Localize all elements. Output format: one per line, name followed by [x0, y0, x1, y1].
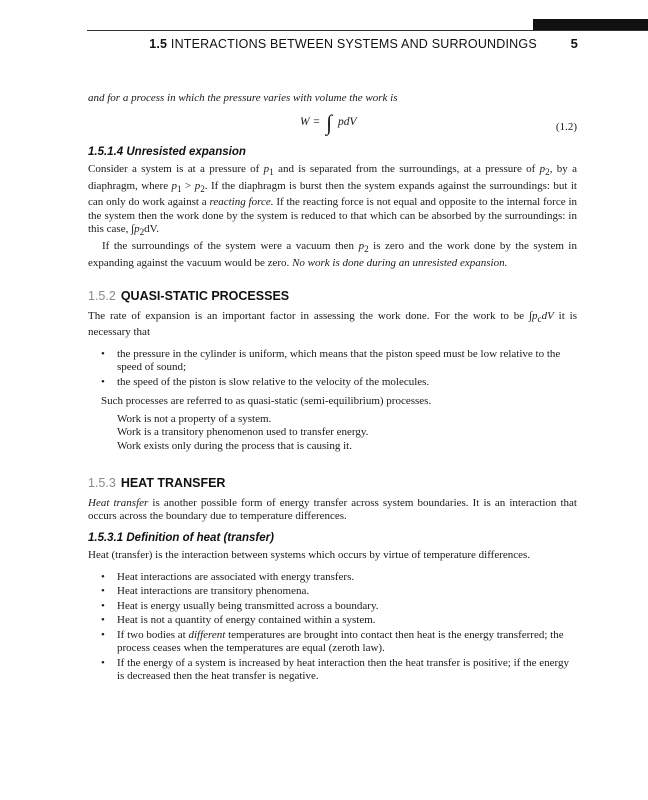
paragraph-quasi-intro: The rate of expansion is an important factor in assessing the work done. For the work to be $\int p_cdV$ it is necessary that: [88, 309, 577, 339]
equation-rhs: pdV: [338, 115, 357, 128]
header-title: INTERACTIONS BETWEEN SYSTEMS AND SURROUNDINGS: [170, 37, 537, 51]
integral-symbol: ∫: [326, 109, 333, 135]
section-number: 1.5.3: [88, 476, 116, 491]
section-number: 1.5.2: [88, 289, 116, 304]
paragraph-unresisted-1: Consider a system is at a pressure of $p_1$ and is separated from the surroundings, at a pressure of $p_2$, by a diaphragm, where $p_1 > p_2$. If the diaphragm is burst then the system expands against the surroundings: but it can only do work against a reacting force. If the reacting force is not equal and opposite to the internal force in the system then the work done by the system is reduced to that which can be absorbed by the surroundings: in this case, $\int p_2dV$.: [88, 163, 577, 238]
header-bar-decoration: [533, 19, 648, 30]
paragraph-heat-transfer: Heat transfer is another possible form of energy transfer across system boundaries. It is an interaction that occurs across the boundary due to temperature differences.: [88, 496, 577, 523]
work-statement: Work exists only during the process that is causing it.: [117, 439, 352, 452]
equation-lhs: W =: [300, 115, 321, 128]
work-statement: Work is a transitory phenomenon used to transfer energy.: [117, 426, 369, 439]
list-item: • If the energy of a system is increased by heat interaction then the heat transfer is positive; if the energy is decreased then the heat transfer is negative.: [88, 657, 577, 684]
list-item: • Heat interactions are associated with energy transfers.: [88, 571, 577, 585]
list-item: • Heat interactions are transitory phenomena.: [88, 585, 577, 599]
intro-text: and for a process in which the pressure varies with volume the work is: [88, 92, 398, 104]
heading-heat-transfer: [88, 477, 577, 491]
page-body: [88, 92, 577, 690]
paragraph-unresisted-2: If the surroundings of the system were a vacuum then $p_2$ is zero and the work done by the system in expanding against the vacuum would be zero. No work is done during an unresisted expansion.: [88, 240, 577, 269]
work-statements: [117, 413, 577, 454]
running-header: [0, 36, 578, 51]
quasi-static-conditions: [88, 348, 577, 390]
heading-unresisted-expansion: 1.5.1.4 Unresisted expansion: [88, 145, 246, 158]
section-title: QUASI-STATIC PROCESSES: [120, 289, 290, 304]
section-title: HEAT TRANSFER: [120, 476, 226, 491]
equation-expression: [300, 109, 357, 135]
header-section-number: 1.5: [149, 37, 168, 51]
work-statement: Work is not a property of a system.: [117, 412, 272, 425]
heat-properties-list: [88, 571, 577, 684]
list-item: • the speed of the piston is slow relative to the velocity of the molecules.: [88, 376, 577, 390]
list-item: • Heat is not a quantity of energy contained within a system.: [88, 614, 577, 628]
paragraph-heat-definition: Heat (transfer) is the interaction between systems which occurs by virtue of temperature differences.: [88, 549, 531, 562]
equation-1-2: [88, 109, 577, 140]
quasi-static-summary: Such processes are referred to as quasi-static (semi-equilibrium) processes.: [101, 395, 432, 408]
heading-quasi-static: [88, 290, 577, 304]
heading-definition-of-heat: 1.5.3.1 Definition of heat (transfer): [88, 531, 274, 544]
list-item: • If two bodies at different temperatures are brought into contact then heat is the energy transferred; the process ceases when the temperatures are equal (zeroth law).: [88, 629, 577, 656]
header-rule: [87, 30, 648, 31]
list-item: • Heat is energy usually being transmitted across a boundary.: [88, 600, 577, 614]
equation-number: (1.2): [555, 120, 577, 133]
page-number: 5: [570, 36, 578, 51]
list-item: • the pressure in the cylinder is uniform, which means that the piston speed must be low relative to the speed of sound;: [88, 348, 577, 375]
